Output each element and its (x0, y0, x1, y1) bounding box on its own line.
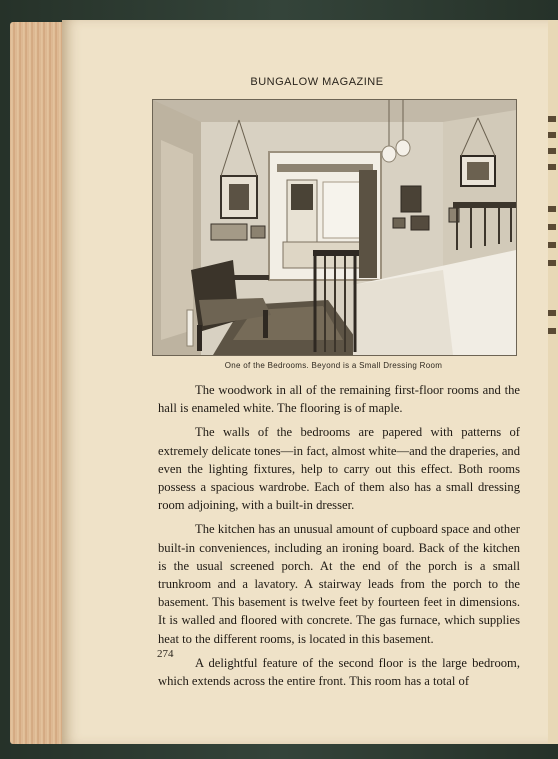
article-body (158, 381, 520, 696)
running-head: BUNGALOW MAGAZINE (250, 76, 384, 88)
paragraph: The walls of the bedrooms are papered with patterns of extremely delicate tones—in fact, almost white—and the draperies, and even the lighting fixtures, help to carry out this effect. Both rooms possess a spacious wardrobe. Each of them also has a small dressing room adjoining, with a built-in dresser. (158, 425, 520, 513)
photo-caption: One of the Bedrooms. Beyond is a Small Dressing Room (224, 361, 443, 370)
paragraph: A delightful feature of the second floor is the large bedroom, which extends across the entire front. This room has a total of (158, 655, 520, 689)
page-number: 274 (157, 648, 174, 660)
page-edges (10, 22, 68, 744)
paragraph: The kitchen has an unusual amount of cupboard space and other built-in conveniences, including an ironing board. Back of the kitchen is the usual screened porch. At the end of the porch is a small trunkroom and a lavatory. A stairway leads from the porch to the basement. This basement is twelve feet by fourteen feet in dimensions. It is walled and floored with concrete. The gas furnace, which supplies heat to the different rooms, is located in this basement. (158, 522, 520, 646)
paragraph: The woodwork in all of the remaining first-floor rooms and the hall is enameled white. The flooring is of maple. (158, 383, 520, 416)
bedroom-photo (152, 99, 517, 356)
